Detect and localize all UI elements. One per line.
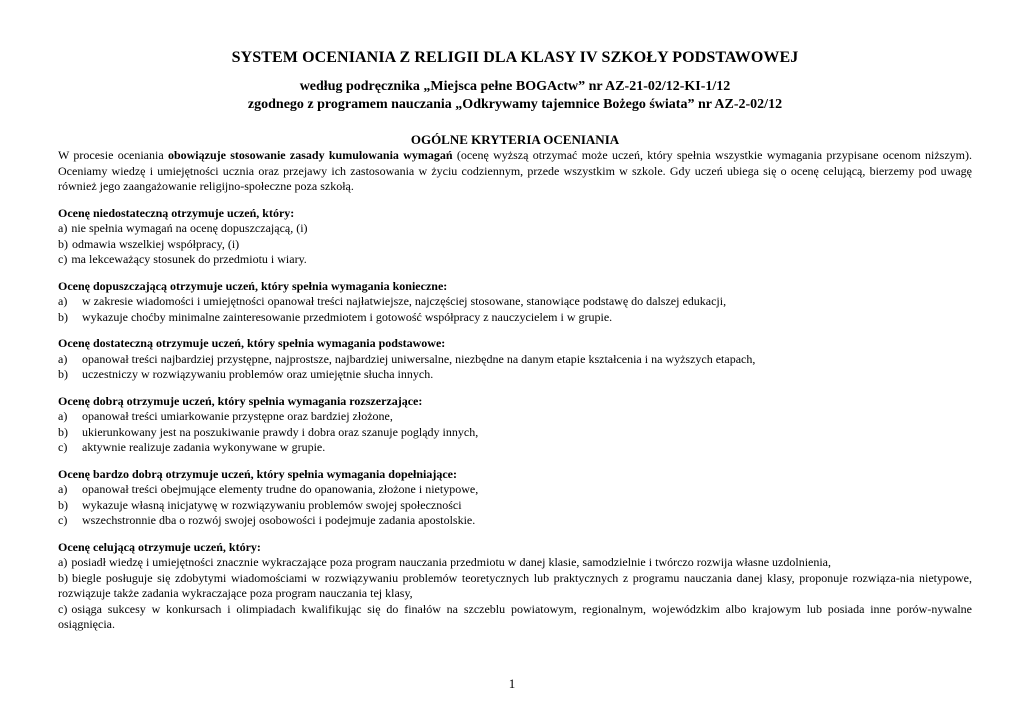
criterion-item xyxy=(58,252,972,268)
item-marker: a) xyxy=(58,409,68,423)
intro-paragraph xyxy=(58,148,972,195)
document-page xyxy=(58,48,972,633)
item-text: aktywnie realizuje zadania wykonywane w grupie. xyxy=(82,440,326,454)
curriculum-subtitle: zgodnego z programem nauczania „Odkrywamy tajemnice Bożego świata” nr AZ-2-02/12 xyxy=(247,97,783,112)
grade-heading: Ocenę dobrą otrzymuje uczeń, który spełnia wymagania rozszerzające: xyxy=(58,393,423,408)
item-text: wykazuje własną inicjatywę w rozwiązywaniu problemów swojej społeczności xyxy=(82,497,462,512)
item-marker: a) xyxy=(58,555,68,569)
item-text: ma lekceważący stosunek do przedmiotu i wiary. xyxy=(71,252,307,266)
item-text: osiąga sukcesy w konkursach i olimpiadach kwalifikując się do finałów na szczeblu powiatowym, regionalnym, wojewódzkim albo krajowym lub posiada inne porów-nywalne osiągnięcia. xyxy=(58,601,972,631)
item-text: wykazuje choćby minimalne zainteresowanie przedmiotem i gotowość współpracy z nauczycielem i w grupie. xyxy=(82,309,613,324)
item-marker: b) xyxy=(58,497,68,512)
item-marker: a) xyxy=(58,294,68,308)
grade-excellent xyxy=(58,540,972,633)
item-text: opanował treści obejmujące elementy trudne do opanowania, złożone i nietypowe, xyxy=(82,482,479,496)
item-text: wszechstronnie dba o rozwój swojej osobowości i podejmuje zadania apostolskie. xyxy=(82,513,476,527)
item-text: uczestniczy w rozwiązywaniu problemów oraz umiejętnie słucha innych. xyxy=(82,367,434,381)
criterion-item xyxy=(58,571,972,602)
intro-text-start: W procesie oceniania xyxy=(58,148,168,162)
grade-insufficient xyxy=(58,206,972,268)
criterion-item xyxy=(58,513,972,529)
grade-very-good xyxy=(58,467,972,529)
item-text: biegle posługuje się zdobytymi wiadomościami w rozwiązywaniu problemów teoretycznych lub praktycznych z programu nauczania danej klasy, proponuje rozwiąza-nia nietypowe, rozwiązuje także zadania wykraczające poza program nauczania tej klasy, xyxy=(58,570,972,600)
item-text: opanował treści umiarkowanie przystępne oraz bardziej złożone, xyxy=(82,409,393,423)
general-criteria-heading: OGÓLNE KRYTERIA OCENIANIA xyxy=(410,132,620,147)
criterion-item xyxy=(58,425,972,441)
document-title: SYSTEM OCENIANIA Z RELIGII DLA KLASY IV SZKOŁY PODSTAWOWEJ xyxy=(231,49,799,66)
grade-heading: Ocenę niedostateczną otrzymuje uczeń, który: xyxy=(58,205,295,220)
item-marker: a) xyxy=(58,482,68,496)
criterion-item xyxy=(58,221,972,237)
grade-good xyxy=(58,394,972,456)
grade-heading: Ocenę dopuszczającą otrzymuje uczeń, który spełnia wymagania konieczne: xyxy=(58,278,448,293)
item-marker: c) xyxy=(58,252,68,266)
criterion-item xyxy=(58,352,972,368)
criterion-item xyxy=(58,310,972,326)
criterion-item xyxy=(58,237,972,253)
item-marker: c) xyxy=(58,601,68,616)
item-marker: c) xyxy=(58,440,68,454)
criterion-item xyxy=(58,498,972,514)
item-marker: a) xyxy=(58,221,68,235)
grade-heading: Ocenę bardzo dobrą otrzymuje uczeń, który spełnia wymagania dopełniające: xyxy=(58,466,457,481)
item-marker: a) xyxy=(58,351,68,366)
criterion-item xyxy=(58,367,972,383)
item-text: opanował treści najbardziej przystępne, najprostsze, najbardziej uniwersalne, niezbędne na danym etapie kształcenia i na wyższych etapach, xyxy=(82,351,756,366)
item-text: ukierunkowany jest na poszukiwanie prawdy i dobra oraz szanuje poglądy innych, xyxy=(82,424,479,439)
item-marker: b) xyxy=(58,570,68,585)
grade-satisfactory xyxy=(58,336,972,383)
criterion-item xyxy=(58,482,972,498)
intro-text-rest: (ocenę wyższą otrzymać może uczeń, który spełnia wszystkie wymagania przypisane ocenom niższym). Oceniamy wiedzę i umiejętności ucznia oraz przejawy ich zastosowania w życiu codziennym, przede wszystkim w szkole. Gdy uczeń ubiega się o ocenę celującą, bierzemy pod uwagę również jego zaangażowanie religijno-społeczne poza szkołą. xyxy=(58,148,972,193)
item-text: posiadł wiedzę i umiejętności znacznie wykraczające poza program nauczania przedmiotu w danej klasie, samodzielnie i twórczo rozwija własne uzdolnienia, xyxy=(71,555,832,569)
page-number: 1 xyxy=(508,676,516,691)
criterion-item xyxy=(58,294,972,310)
item-marker: b) xyxy=(58,236,68,251)
grade-heading: Ocenę celującą otrzymuje uczeń, który: xyxy=(58,539,261,554)
textbook-subtitle: według podręcznika „Miejsca pełne BOGActw” nr AZ-21-02/12-KI-1/12 xyxy=(299,79,731,94)
intro-bold-rule: obowiązuje stosowanie zasady kumulowania wymagań xyxy=(167,148,453,162)
criterion-item xyxy=(58,440,972,456)
grade-heading: Ocenę dostateczną otrzymuje uczeń, który spełnia wymagania podstawowe: xyxy=(58,336,446,350)
criterion-item xyxy=(58,602,972,633)
criterion-item xyxy=(58,409,972,425)
item-text: odmawia wszelkiej współpracy, (i) xyxy=(72,236,240,251)
item-marker: c) xyxy=(58,513,68,527)
item-marker: b) xyxy=(58,309,68,324)
item-marker: b) xyxy=(58,367,68,381)
item-text: w zakresie wiadomości i umiejętności opanował treści najłatwiejsze, najczęściej stosowane, stanowiące podstawę do dalszej edukacji, xyxy=(82,294,727,308)
item-marker: b) xyxy=(58,424,68,439)
grade-sufficient xyxy=(58,279,972,326)
criterion-item xyxy=(58,555,972,571)
item-text: nie spełnia wymagań na ocenę dopuszczającą, (i) xyxy=(71,221,308,235)
